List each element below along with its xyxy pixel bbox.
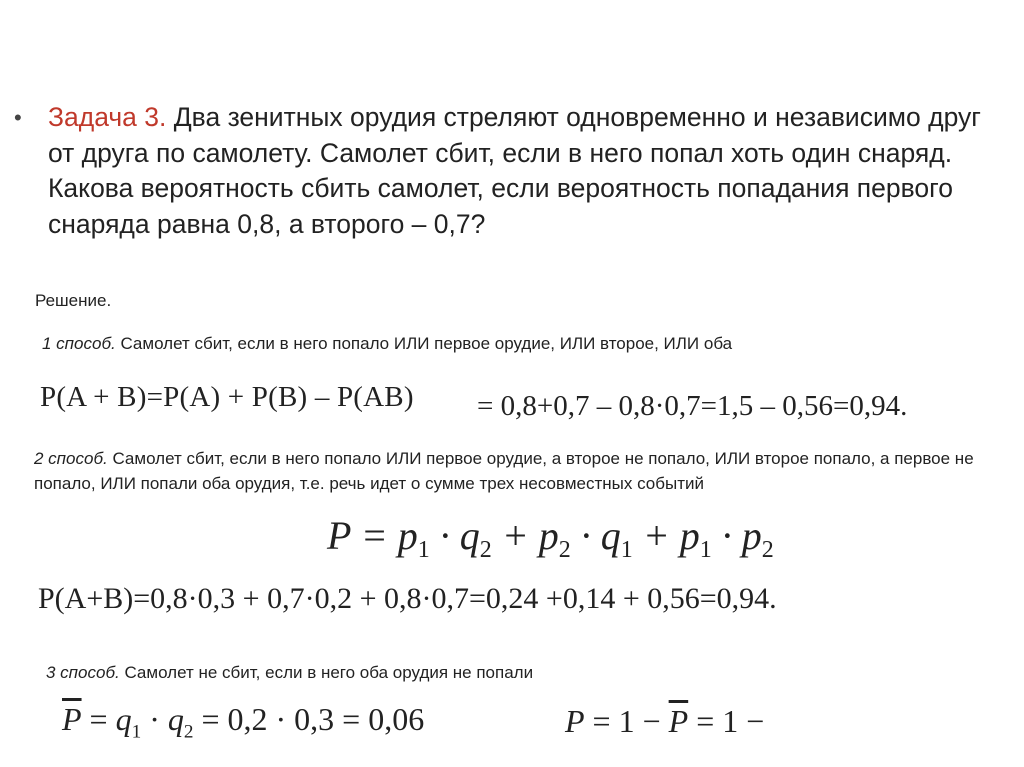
method2-body: Самолет сбит, если в него попало ИЛИ первое орудие, а второе не попало, ИЛИ второе попало, а первое не попало, ИЛИ попали оба орудия, т.е. речь идет о сумме трех несовместных событий <box>34 449 974 493</box>
method1-text <box>42 332 732 355</box>
method1-formula-right: = 0,8+0,7 – 0,8·0,7=1,5 – 0,56=0,94. <box>477 390 908 422</box>
task-body: Два зенитных орудия стреляют одновременно и независимо друг от друга по самолету. Самолет сбит, если в него попал хоть один снаряд. Какова вероятность сбить самолет, если вероятность попадания первого снаряда равна 0,8, а второго – 0,7? <box>48 102 981 239</box>
method3-text <box>46 661 533 684</box>
task-label: Задача 3. <box>48 102 167 132</box>
method2-formula-numeric: P(A+B)=0,8·0,3 + 0,7·0,2 + 0,8·0,7=0,24 +0,14 + 0,56=0,94. <box>38 582 777 615</box>
method3-formula-result-text: $P = 1 - \overline{P} = 1$ − <box>565 703 765 739</box>
method2-label: 2 способ. <box>34 449 108 468</box>
method2-text <box>34 446 1014 496</box>
method3-body: Самолет не сбит, если в него оба орудия не попали <box>119 663 534 682</box>
method1-label: 1 способ. <box>42 334 116 353</box>
task-text <box>48 100 998 242</box>
solution-label: Решение. <box>35 291 112 310</box>
bullet: • <box>14 105 22 130</box>
method3-label: 3 способ. <box>46 663 120 682</box>
method3-formula-complement-text: $\overline{P} = q_1 \cdot q_2 = 0,2 \cdot 0,3 = 0,06$ <box>62 701 425 743</box>
method3-formula-complement <box>62 701 424 743</box>
method2-formula-general-text: $P = p_1 \cdot q_2 + p_2 \cdot q_1 + p_1 \cdot p_2$ <box>327 513 774 563</box>
method1-formula-left: P(A + B)=P(A) + P(B) – P(AB) <box>40 381 414 413</box>
method2-formula-general <box>327 512 774 564</box>
method1-body: Самолет сбит, если в него попало ИЛИ первое орудие, ИЛИ второе, ИЛИ оба <box>115 334 733 353</box>
method3-formula-result <box>565 703 764 740</box>
